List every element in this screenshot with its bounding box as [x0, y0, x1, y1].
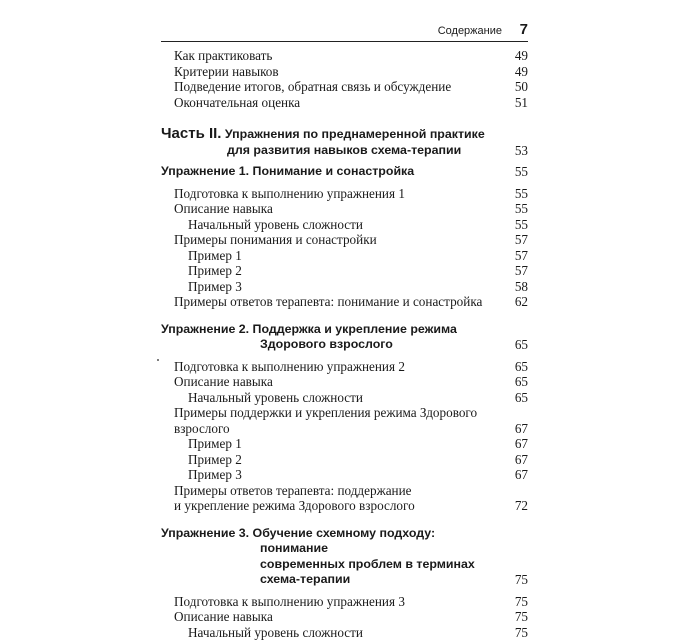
- toc-entry[interactable]: [161, 232, 528, 248]
- toc-entry-page: 65: [498, 390, 528, 406]
- toc-entry-text: Примеры понимания и сонастройки: [174, 232, 498, 248]
- toc-entry-text: Критерии навыков: [174, 64, 498, 80]
- toc-entry-page: 53: [498, 143, 528, 159]
- toc-entry[interactable]: [161, 609, 528, 625]
- toc-entry-text: Окончательная оценка: [174, 95, 498, 111]
- toc-entry[interactable]: [161, 625, 528, 640]
- toc-entry-page: 65: [498, 337, 528, 353]
- toc-entry-text-line1: Примеры ответов терапевта: поддержание: [174, 483, 412, 498]
- toc-entry-page: 65: [498, 359, 528, 375]
- toc-entry-page: 67: [498, 436, 528, 452]
- toc-entry-page: 55: [498, 164, 528, 180]
- toc-entry[interactable]: [161, 405, 528, 436]
- toc-entry-page: 58: [498, 279, 528, 295]
- toc-entry-page: 57: [498, 263, 528, 279]
- toc-entry-text-line2: взрослого: [174, 421, 230, 436]
- toc-entry-page: 50: [498, 79, 528, 95]
- exercise-title-line2: Здорового взрослого: [260, 337, 393, 351]
- toc-entry-page: 55: [498, 201, 528, 217]
- toc-entry-text: Подготовка к выполнению упражнения 3: [174, 594, 498, 610]
- toc-entry[interactable]: [161, 64, 528, 80]
- toc-entry-text: Пример 3: [188, 467, 498, 483]
- toc-entry-page: 57: [498, 248, 528, 264]
- toc-entry[interactable]: [161, 467, 528, 483]
- exercise-title-line1: Упражнение 3. Обучение схемному подходу: понимание: [161, 526, 435, 556]
- toc-entry[interactable]: [161, 279, 528, 295]
- part-title-line1: Упражнения по преднамеренной практике: [225, 127, 485, 141]
- toc-exercise-heading[interactable]: [161, 322, 528, 353]
- toc-entry-page: 55: [498, 217, 528, 233]
- toc-entry[interactable]: [161, 48, 528, 64]
- toc-entry-page: 67: [498, 467, 528, 483]
- scan-speck: [157, 359, 159, 361]
- toc-entry-text: Описание навыка: [174, 201, 498, 217]
- toc-entry-page: 75: [498, 594, 528, 610]
- toc-entry[interactable]: [161, 374, 528, 390]
- toc-entry-text-line1: Примеры поддержки и укрепления режима Здорового: [174, 405, 477, 420]
- toc-entry[interactable]: [161, 390, 528, 406]
- running-header: [161, 17, 528, 42]
- toc-entry-page: 75: [498, 625, 528, 640]
- part-title-line2: для развития навыков схема-терапии: [227, 143, 461, 157]
- toc-entry-text: Как практиковать: [174, 48, 498, 64]
- exercise-title-line2: современных проблем в терминах: [260, 557, 475, 571]
- toc-entry[interactable]: [161, 436, 528, 452]
- toc-entry[interactable]: [161, 186, 528, 202]
- part-label: Часть II.: [161, 125, 221, 142]
- toc-entry-page: 49: [498, 64, 528, 80]
- toc-entry-text: Подготовка к выполнению упражнения 1: [174, 186, 498, 202]
- toc-entry[interactable]: [161, 217, 528, 233]
- toc-entry[interactable]: [161, 594, 528, 610]
- toc-entry-text-line2: и укрепление режима Здорового взрослого: [174, 498, 415, 513]
- toc-entry-page: 75: [498, 609, 528, 625]
- toc-entry-text: Пример 3: [188, 279, 498, 295]
- toc-entry-page: 75: [498, 572, 528, 588]
- toc-entry-page: 62: [498, 294, 528, 310]
- toc-exercise-heading[interactable]: [161, 526, 528, 588]
- toc-entry-text: Начальный уровень сложности: [188, 625, 498, 640]
- toc-entry-text: Начальный уровень сложности: [188, 217, 498, 233]
- toc-entry-text: Пример 1: [188, 248, 498, 264]
- toc-entry-page: 55: [498, 186, 528, 202]
- toc-entry-text: Пример 2: [188, 263, 498, 279]
- toc-entry[interactable]: [161, 452, 528, 468]
- toc-entry-page: 67: [498, 452, 528, 468]
- toc-entry-text: Пример 2: [188, 452, 498, 468]
- toc-entry-text: Подготовка к выполнению упражнения 2: [174, 359, 498, 375]
- toc-part-heading[interactable]: [161, 126, 528, 158]
- toc-entry[interactable]: [161, 79, 528, 95]
- toc-entry-page: 49: [498, 48, 528, 64]
- toc-entry[interactable]: [161, 294, 528, 310]
- exercise-title: Упражнение 1. Понимание и сонастройка: [161, 164, 498, 180]
- toc-entry-page: 51: [498, 95, 528, 111]
- toc-entry-page: 67: [498, 421, 528, 437]
- toc-entry-text: Подведение итогов, обратная связь и обсуждение: [174, 79, 498, 95]
- toc-entry-page: 57: [498, 232, 528, 248]
- toc-entry[interactable]: [161, 263, 528, 279]
- toc-entry-page: 72: [498, 498, 528, 514]
- toc-entry[interactable]: [161, 201, 528, 217]
- toc-entry-text: Описание навыка: [174, 374, 498, 390]
- toc-entry-text: Пример 1: [188, 436, 498, 452]
- header-page-number: 7: [520, 21, 528, 38]
- exercise-title-line1: Упражнение 2. Поддержка и укрепление режима: [161, 322, 457, 336]
- toc-entry[interactable]: [161, 483, 528, 514]
- toc-entry[interactable]: [161, 248, 528, 264]
- toc-entry-text: Примеры ответов терапевта: понимание и сонастройка: [174, 294, 498, 310]
- toc-exercise-heading[interactable]: [161, 164, 528, 180]
- toc-entry-page: 65: [498, 374, 528, 390]
- header-title: Содержание: [438, 25, 502, 37]
- toc-entry[interactable]: [161, 95, 528, 111]
- exercise-title-line3: схема-терапии: [260, 572, 350, 586]
- toc-entry-text: Описание навыка: [174, 609, 498, 625]
- toc-entry[interactable]: [161, 359, 528, 375]
- table-of-contents: [161, 48, 528, 640]
- toc-entry-text: Начальный уровень сложности: [188, 390, 498, 406]
